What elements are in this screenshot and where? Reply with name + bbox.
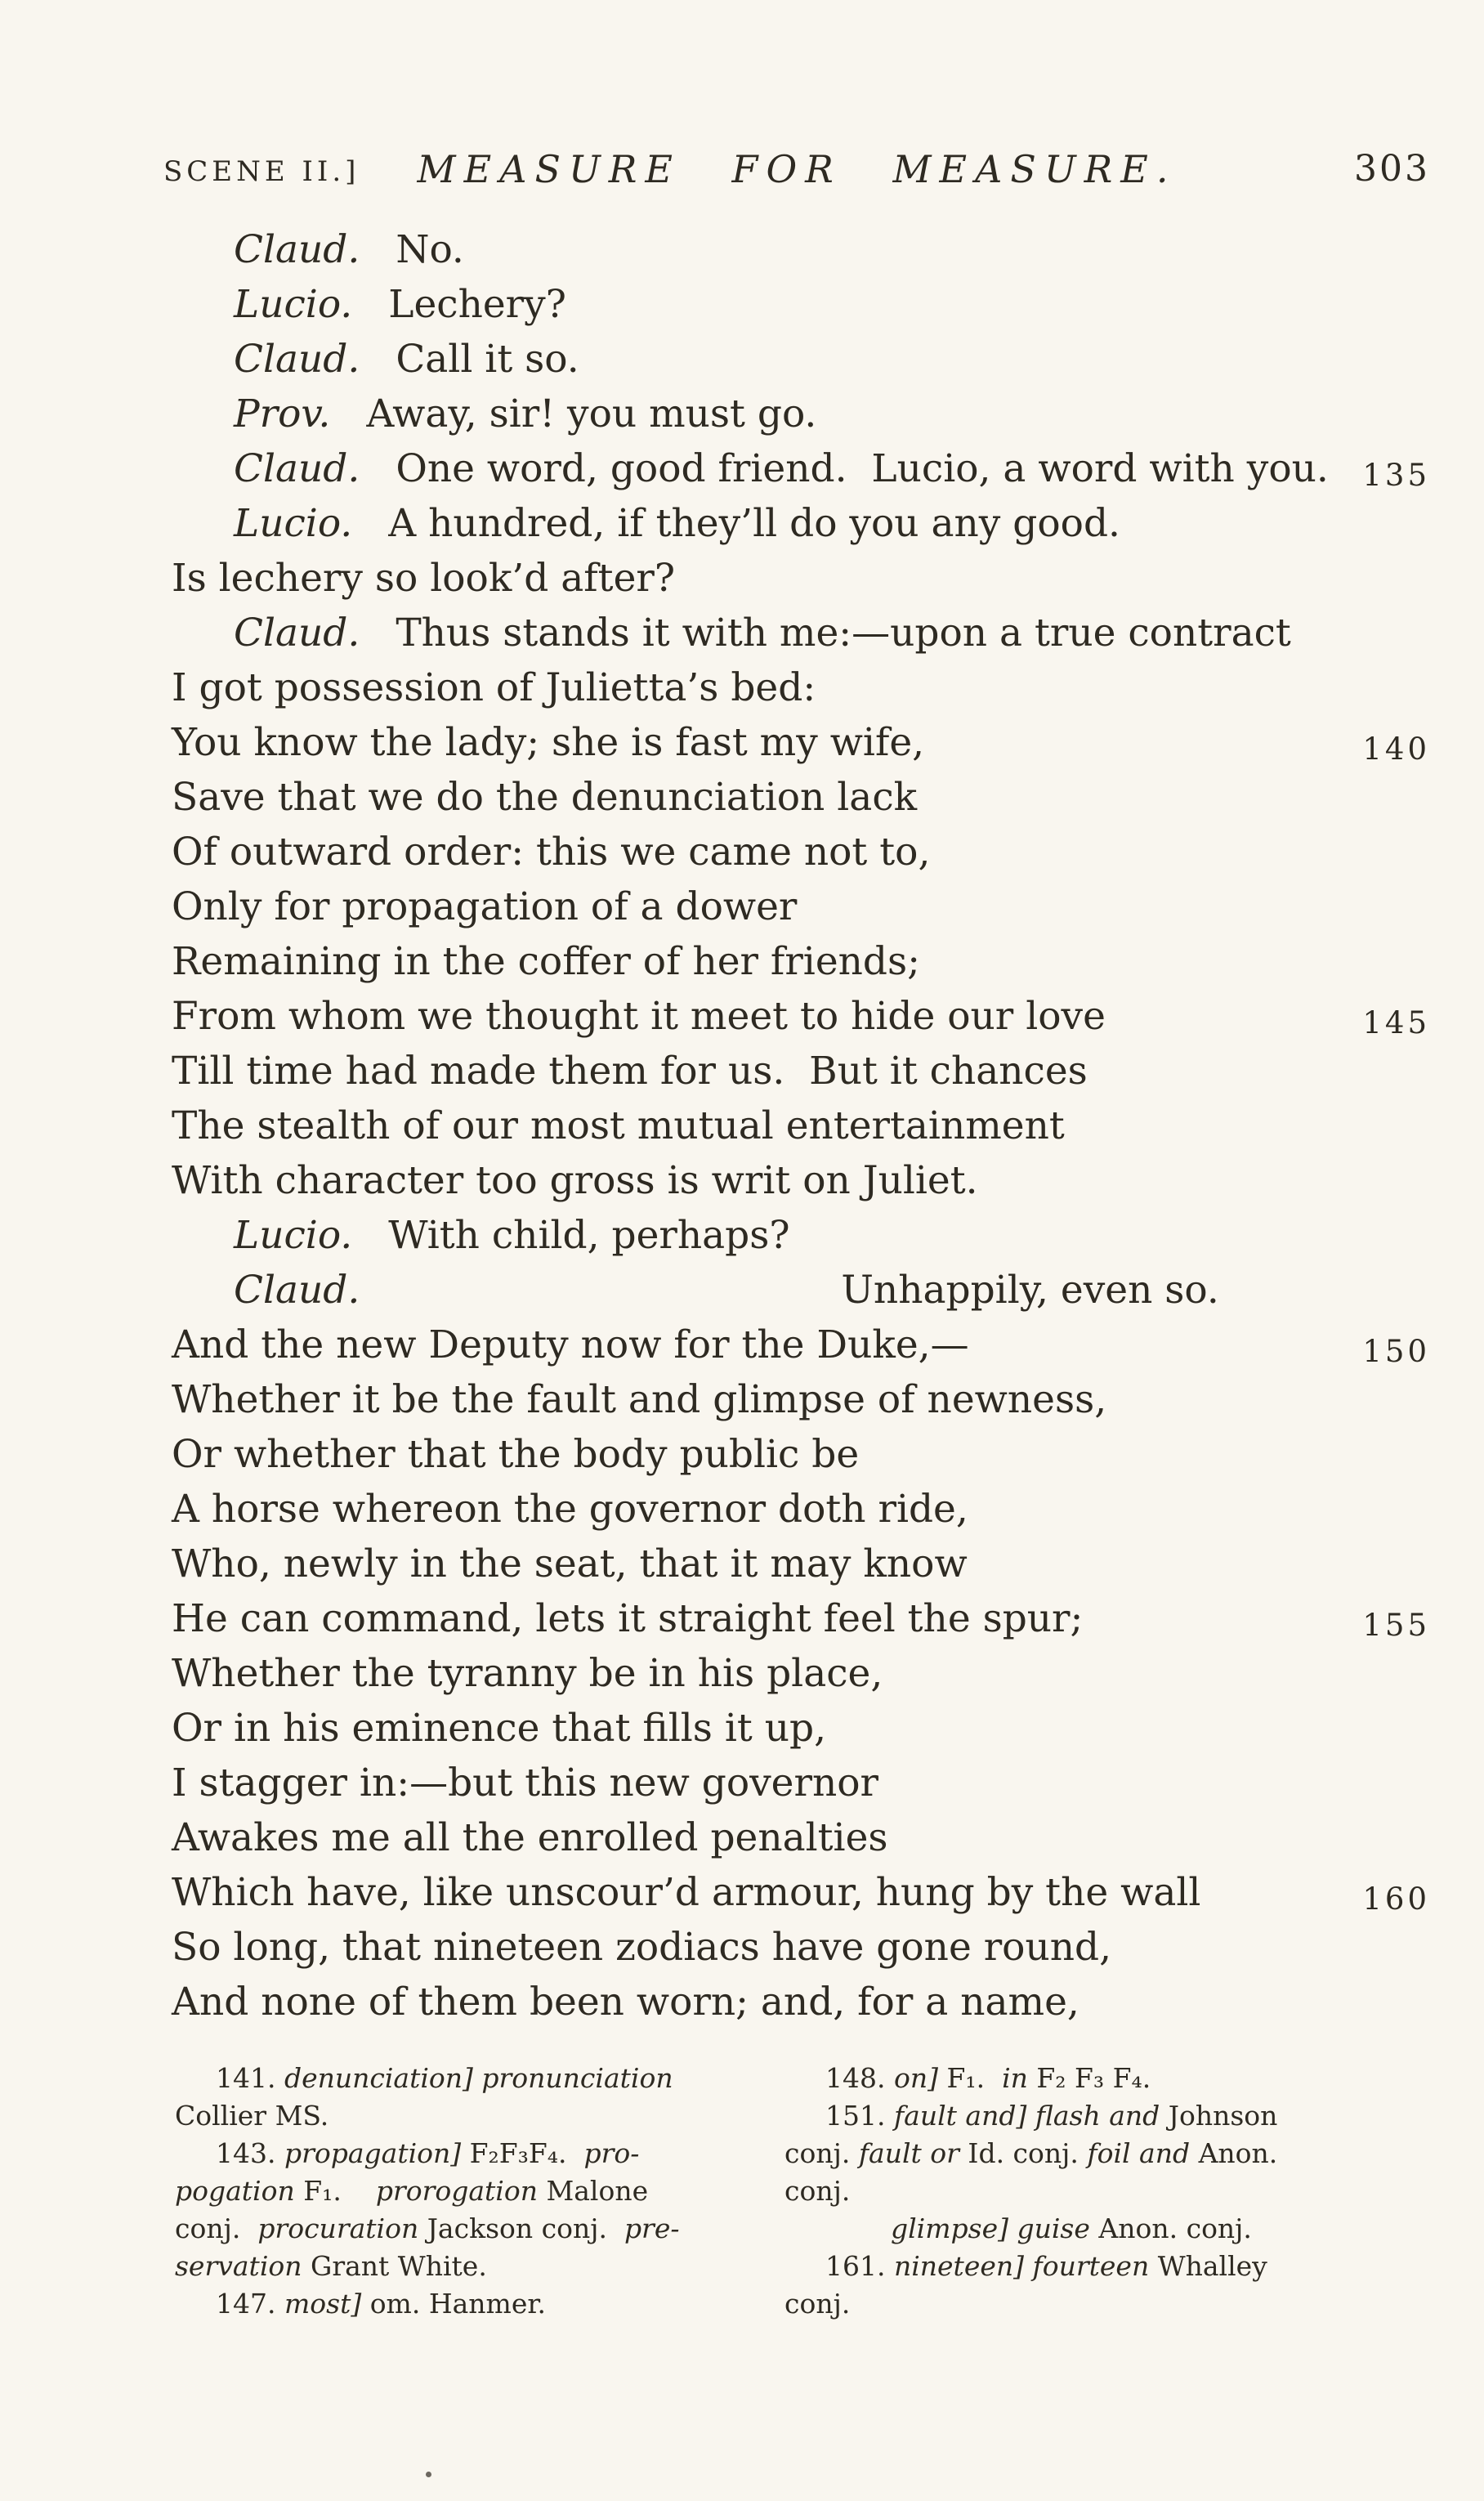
verse-text: Which have, like unscour’d armour, hung by the wall	[172, 1870, 1201, 1915]
verse-text: And none of them been worn; and, for a name,	[172, 1980, 1079, 2025]
speaker-name: Lucio.	[234, 501, 353, 546]
line-number: 155	[1362, 1608, 1430, 1643]
footnote-segment: fault and]	[893, 2100, 1027, 2132]
footnote-segment: propagation]	[284, 2137, 462, 2169]
running-title: MEASURE FOR MEASURE.	[417, 147, 1177, 191]
verse-line	[172, 1427, 1430, 1482]
footnote-segment	[1026, 2100, 1035, 2132]
verse-line	[172, 1044, 1430, 1098]
footnote-line	[784, 2172, 1357, 2210]
footnote-line	[784, 2210, 1357, 2248]
verse-line	[172, 277, 1430, 332]
verse-text: And the new Deputy now for the Duke,—	[172, 1322, 969, 1367]
footnotes-left-column	[175, 2060, 747, 2323]
footnote-segment: pre-	[624, 2212, 680, 2244]
footnote-segment: guise	[1017, 2212, 1090, 2244]
footnote-segment: 151.	[825, 2100, 894, 2132]
footnote-line	[175, 2135, 747, 2172]
verse-line	[172, 660, 1430, 715]
verse-line	[172, 1153, 1430, 1208]
verse-text: He can command, lets it straight feel the spur;	[172, 1596, 1084, 1641]
line-number: 150	[1362, 1334, 1430, 1369]
footnote-segment	[1008, 2212, 1017, 2244]
verse-line	[172, 1920, 1430, 1975]
footnote-line	[175, 2210, 747, 2248]
verse-text: You know the lady; she is fast my wife,	[172, 720, 925, 765]
speaker-name: Lucio.	[234, 282, 353, 327]
footnote-segment: Malone	[537, 2175, 649, 2207]
line-number: 135	[1362, 458, 1430, 493]
verse-text: The stealth of our most mutual entertainment	[172, 1103, 1065, 1148]
footnote-segment: Whalley	[1149, 2250, 1267, 2282]
verse-text: With character too gross is writ on Juliet.	[172, 1158, 978, 1203]
verse-line	[172, 1372, 1430, 1427]
footnote-segment: F₂ F₃ F₄.	[1027, 2062, 1151, 2094]
verse-text: Away, sir! you must go.	[366, 391, 817, 436]
verse-line	[172, 1591, 1430, 1646]
verse-line	[172, 1865, 1430, 1920]
verse-line	[172, 770, 1430, 825]
verse-text: A horse whereon the governor doth ride,	[172, 1487, 968, 1532]
verse-text: So long, that nineteen zodiacs have gone round,	[172, 1925, 1112, 1970]
verse-line	[172, 715, 1430, 770]
verse-text: I got possession of Julietta’s bed:	[172, 665, 816, 710]
footnote-line	[784, 2248, 1357, 2285]
footnote-segment: procuration	[257, 2212, 419, 2244]
verse-line	[172, 332, 1430, 387]
footnote-segment: foil and	[1087, 2137, 1191, 2169]
footnote-segment: servation	[175, 2250, 302, 2282]
footnote-segment: pro-	[583, 2137, 640, 2169]
footnote-segment: conj.	[175, 2212, 258, 2244]
footnote-segment: prorogation	[375, 2175, 538, 2207]
footnotes	[175, 2060, 1430, 2323]
scene-label: SCENE II.]	[163, 155, 360, 188]
footnote-line	[784, 2097, 1357, 2135]
footnote-segment: om. Hanmer.	[361, 2288, 546, 2320]
verse-text: Whether the tyranny be in his place,	[172, 1651, 883, 1696]
footnote-segment: Anon.	[1190, 2137, 1278, 2169]
verse-line	[172, 879, 1430, 934]
verse-text: Call it so.	[396, 337, 579, 382]
verse-line	[172, 222, 1430, 277]
verse-text: Thus stands it with me:—upon a true contract	[396, 611, 1291, 655]
verse-text: One word, good friend. Lucio, a word with you.	[396, 446, 1329, 491]
verse-text: Save that we do the denunciation lack	[172, 775, 918, 820]
verse-text: Lechery?	[388, 282, 566, 327]
verse-line	[172, 1701, 1430, 1756]
footnote-segment: conj.	[784, 2288, 851, 2320]
footnote-segment: F₁.	[294, 2175, 376, 2207]
footnote-segment: Jackson conj.	[418, 2212, 624, 2244]
verse-line	[172, 1482, 1430, 1537]
verse-text: Remaining in the coffer of her friends;	[172, 939, 920, 984]
footnote-line	[175, 2172, 747, 2210]
verse-text: Of outward order: this we came not to,	[172, 830, 931, 875]
verse-text: Awakes me all the enrolled penalties	[172, 1815, 888, 1860]
speaker-name: Prov.	[234, 391, 331, 436]
verse-line	[172, 1756, 1430, 1810]
verse-text: A hundred, if they’ll do you any good.	[388, 501, 1120, 546]
footnote-segment: 147.	[216, 2288, 284, 2320]
ink-speck	[426, 2472, 431, 2477]
footnote-segment: conj.	[784, 2137, 859, 2169]
verse-line	[172, 441, 1430, 496]
footnote-segment: denunciation] pronunciation	[284, 2062, 673, 2094]
speaker-name: Claud.	[234, 227, 360, 272]
footnote-segment: pogation	[175, 2175, 295, 2207]
speaker-name: Claud.	[234, 337, 360, 382]
footnote-segment: Collier MS.	[175, 2100, 329, 2132]
play-lines	[172, 222, 1430, 2029]
verse-line	[172, 1810, 1430, 1865]
footnote-segment: in	[1002, 2062, 1028, 2094]
verse-line	[172, 551, 1430, 606]
page-header	[163, 141, 1430, 191]
footnote-segment: 141.	[216, 2062, 284, 2094]
footnote-segment: F₂F₃F₄.	[461, 2137, 584, 2169]
footnote-segment: Anon. conj.	[1089, 2212, 1252, 2244]
verse-line	[172, 989, 1430, 1044]
verse-line	[172, 1646, 1430, 1701]
footnote-segment: on]	[893, 2062, 938, 2094]
line-number: 160	[1362, 1881, 1430, 1917]
verse-text: Or whether that the body public be	[172, 1432, 860, 1477]
verse-text: Only for propagation of a dower	[172, 884, 798, 929]
verse-text: Unhappily, even so.	[841, 1268, 1219, 1313]
footnote-segment: conj.	[784, 2175, 851, 2207]
verse-line	[172, 1975, 1430, 2029]
verse-line	[172, 1318, 1430, 1372]
footnote-segment: flash and	[1035, 2100, 1160, 2132]
verse-text: Is lechery so look’d after?	[172, 556, 676, 601]
footnote-segment: Grant White.	[302, 2250, 487, 2282]
footnote-segment: most]	[284, 2288, 362, 2320]
verse-text: Or in his eminence that fills it up,	[172, 1706, 827, 1751]
footnote-segment: Johnson	[1160, 2100, 1278, 2132]
verse-line	[172, 825, 1430, 879]
verse-text: Till time had made them for us. But it chances	[172, 1049, 1088, 1094]
verse-text: With child, perhaps?	[388, 1213, 790, 1258]
verse-line	[172, 1263, 1430, 1318]
footnote-segment: 148.	[825, 2062, 894, 2094]
verse-text: No.	[396, 227, 464, 272]
verse-text: Whether it be the fault and glimpse of newness,	[172, 1377, 1107, 1422]
verse-line	[172, 1208, 1430, 1263]
footnote-line	[175, 2060, 747, 2097]
line-number: 140	[1362, 732, 1430, 767]
line-number: 145	[1362, 1005, 1430, 1040]
speaker-name: Claud.	[234, 446, 360, 491]
footnote-segment: nineteen]	[893, 2250, 1025, 2282]
footnote-segment: 143.	[216, 2137, 284, 2169]
footnote-line	[784, 2285, 1357, 2323]
verse-line	[172, 1537, 1430, 1591]
verse-line	[172, 496, 1430, 551]
verse-line	[172, 1098, 1430, 1153]
footnote-segment: fault or	[858, 2137, 959, 2169]
footnote-line	[175, 2248, 747, 2285]
footnote-segment: F₁.	[937, 2062, 1003, 2094]
footnote-line	[784, 2135, 1357, 2172]
verse-text: I stagger in:—but this new governor	[172, 1761, 879, 1805]
footnote-segment: 161.	[825, 2250, 894, 2282]
footnote-segment	[1024, 2250, 1033, 2282]
speaker-name: Lucio.	[234, 1213, 353, 1258]
verse-text: From whom we thought it meet to hide our love	[172, 994, 1106, 1039]
footnotes-right-column	[784, 2060, 1357, 2323]
footnote-segment: Id. conj.	[959, 2137, 1088, 2169]
verse-line	[172, 606, 1430, 660]
speaker-name: Claud.	[234, 1268, 360, 1313]
speaker-name: Claud.	[234, 611, 360, 655]
footnote-line	[784, 2060, 1357, 2097]
footnote-line	[175, 2097, 747, 2135]
page-number: 303	[1354, 148, 1430, 190]
verse-text: Who, newly in the seat, that it may know	[172, 1541, 968, 1586]
verse-line	[172, 387, 1430, 441]
footnote-line	[175, 2285, 747, 2323]
verse-line	[172, 934, 1430, 989]
footnote-segment: glimpse]	[891, 2212, 1008, 2244]
footnote-segment: fourteen	[1032, 2250, 1150, 2282]
